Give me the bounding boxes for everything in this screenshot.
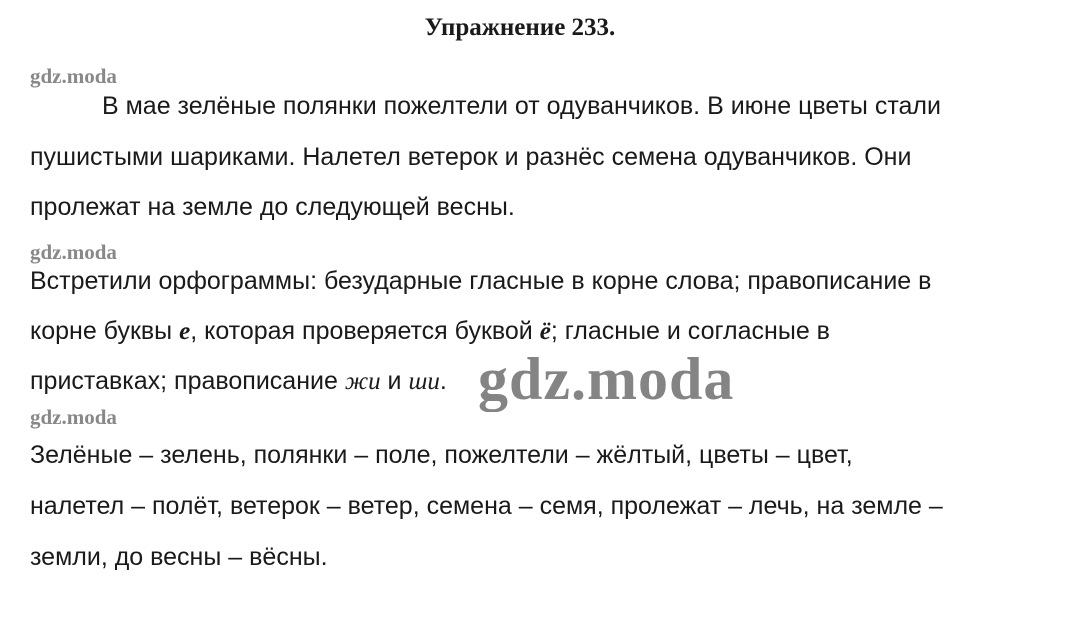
text-segment: .	[439, 367, 447, 395]
text-line	[30, 317, 830, 346]
text-line: В мае зелёные полянки пожелтели от одуванчиков. В июне цветы стали	[102, 92, 941, 120]
text-line: земли, до весны – вёсны.	[30, 543, 328, 571]
letter-e: е	[179, 318, 191, 345]
text-segment: и	[380, 367, 409, 395]
text-line	[30, 367, 447, 396]
watermark: gdz.moda	[30, 240, 117, 264]
text-line: пушистыми шариками. Налетел ветерок и разнёс семена одуванчиков. Они	[30, 143, 912, 171]
text-line: налетел – полёт, ветерок – ветер, семена – семя, пролежат – лечь, на земле –	[30, 492, 943, 520]
text-segment: приставках; правописание	[30, 367, 345, 395]
watermark: gdz.moda	[30, 64, 117, 88]
watermark: gdz.moda	[30, 405, 117, 429]
letter-yo: ё	[539, 318, 551, 345]
text-line: Зелёные – зелень, полянки – поле, пожелтели – жёлтый, цветы – цвет,	[30, 441, 853, 469]
shi-label: ши	[408, 368, 440, 395]
text-segment: корне буквы	[30, 317, 180, 345]
watermark-large: gdz.moda	[478, 346, 735, 412]
text-line: Встретили орфограммы: безударные гласные в корне слова; правописание в	[30, 267, 932, 295]
zhi-label: жи	[344, 368, 381, 395]
exercise-title: Упражнение 233.	[424, 14, 616, 41]
text-line: пролежат на земле до следующей весны.	[30, 193, 515, 221]
text-segment: ; гласные и согласные в	[550, 317, 830, 345]
text-segment: , которая проверяется буквой	[190, 317, 540, 345]
